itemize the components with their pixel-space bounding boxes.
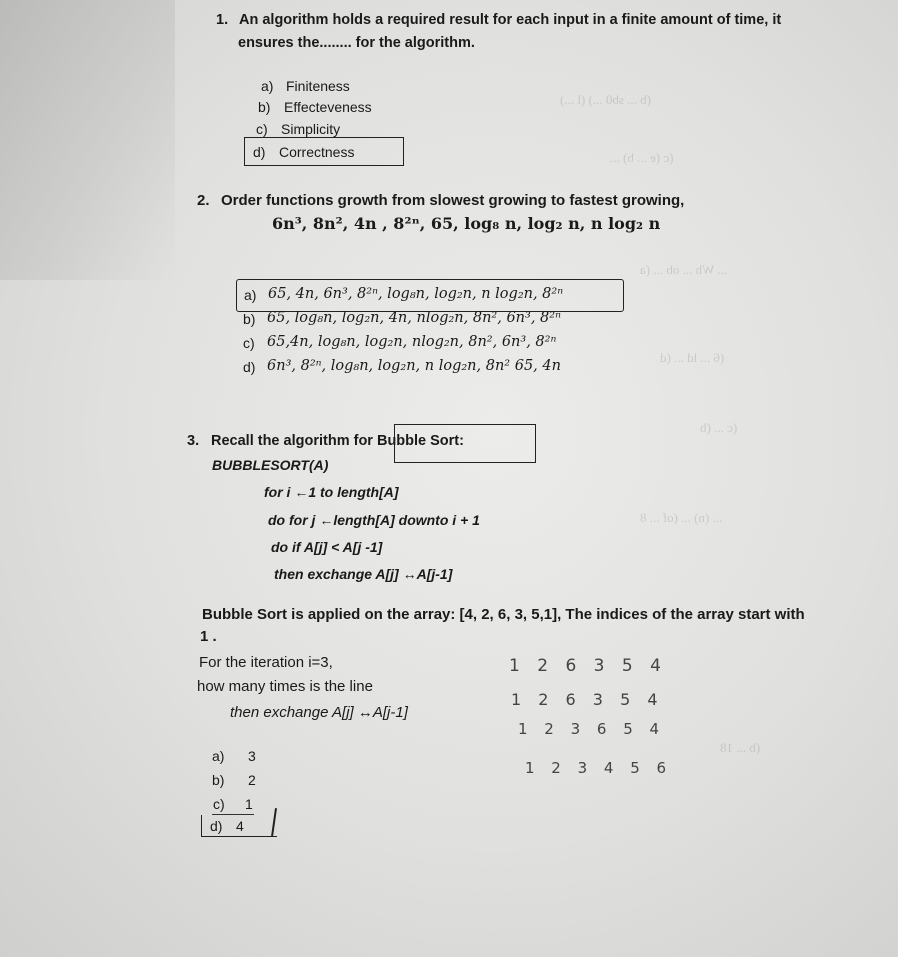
- q3-option-d-text: 4: [236, 818, 244, 834]
- q3-option-b-text: 2: [248, 772, 256, 788]
- q1-option-d-text: Correctness: [279, 144, 355, 160]
- handwritten-row-4: 1 2 3 4 5 6: [525, 759, 673, 777]
- q3-iteration-line3: then exchange A[j] ↔A[j-1]: [230, 704, 408, 721]
- q3-applied-line2: 1 .: [200, 628, 217, 645]
- q1-option-a-letter: a): [261, 78, 274, 94]
- q3-algo-line-2: do for j ←length[A] downto i + 1: [268, 512, 480, 528]
- q2-option-b-text: 65, log₈n, log₂n, 4n, nlog₂n, 8n², 6n³, 8²ⁿ: [267, 310, 561, 326]
- q3-option-a-letter: a): [212, 748, 225, 764]
- q2-option-c-text: 65,4n, log₈n, log₂n, nlog₂n, 8n², 6n³, 8²ⁿ: [267, 334, 557, 350]
- q3-applied-line1: Bubble Sort is applied on the array: [4, 2, 6, 3, 5,1], The indices of the array start with: [202, 606, 805, 623]
- q3-algo-line-3: do if A[j] < A[j -1]: [271, 539, 383, 555]
- q1-option-c-letter: c): [256, 121, 268, 137]
- q3-option-d-letter: d): [210, 818, 223, 834]
- q3-algo-name: BUBBLESORT(A): [212, 457, 329, 473]
- q2-option-a-text: 65, 4n, 6n³, 8²ⁿ, log₈n, log₂n, n log₂n, 8²ⁿ: [268, 286, 564, 302]
- q2-question: Order functions growth from slowest growing to fastest growing,: [221, 192, 685, 209]
- q1-option-b-text: Effecteveness: [284, 99, 372, 115]
- q3-question: Recall the algorithm for Bubble Sort:: [211, 433, 464, 449]
- q3-algo-line-1: for i ←1 to length[A]: [264, 484, 399, 500]
- q3-option-b-letter: b): [212, 772, 225, 788]
- q3-iteration-line2: how many times is the line: [197, 678, 373, 695]
- q3-algo-line-4: then exchange A[j] ↔A[j-1]: [274, 566, 453, 582]
- q3-number: 3.: [187, 433, 200, 449]
- q1-option-d-letter: d): [253, 144, 266, 160]
- page-shadow: [0, 0, 175, 280]
- q1-number: 1.: [216, 12, 229, 28]
- q2-option-d-letter: d): [243, 359, 256, 375]
- handwritten-row-3: 1 2 3 6 5 4: [518, 720, 666, 738]
- exam-page: (b ... sb0 ...) (l ...) (c (e ... b) ... ... Wh ... ob ... (a (6 ... ld ... (d (c ... (b ... (n) ... (of ... 8 (b ... 18 1. An algorithm holds a required result for each input in a finite amount of time, it ensures the........ for the algorithm. a) Finiteness b) Effecteveness c) Simplicity d) Correctness 2. Order functions growth from slowest growing to fastest growing, 6n³, 8n², 4n , 8²ⁿ, 65, log₈ n, log₂ n, n log₂ n a) 65, 4n, 6n³, 8²ⁿ, log₈n, log₂n, n log₂n, 8²ⁿ b) 65, log₈n, log₂n, 4n, nlog₂n, 8n², 6n³, 8²ⁿ c) 65,4n, log₈n, log₂n, nlog₂n, 8n², 6n³, 8²ⁿ d) 6n³, 8²ⁿ, log₈n, log₂n, n log₂n, 8n² 65, 4n 3. Recall the algorithm for Bubble Sort: BUBBLESORT(A) for i ←1 to length[A] do for j ←length[A] downto i + 1 do if A[j] < A[j -1] then exchange A[j] ↔A[j-1] Bubble Sort is applied on the array: [4, 2, 6, 3, 5,1], The indices of the array start with 1 . For the iteration i=3, how many times is the line then exchange A[j] ↔A[j-1] a) 3 b) 2 c) 1 d) 4 1 2 6 3 5 4 1 2 6 3 5 4 1 2 3 6 5 4 1 2 3 4 5 6: [0, 0, 898, 957]
- q1-option-a-text: Finiteness: [286, 78, 350, 94]
- q2-option-c-letter: c): [243, 335, 255, 351]
- q3-option-c-letter: c): [213, 796, 225, 812]
- q1-question-line1: An algorithm holds a required result for each input in a finite amount of time, it: [239, 12, 782, 28]
- q3-iteration-line1: For the iteration i=3,: [199, 654, 333, 671]
- q2-option-a-letter: a): [244, 287, 257, 303]
- q1-option-c-text: Simplicity: [281, 121, 341, 137]
- q2-option-b-letter: b): [243, 311, 256, 327]
- handwritten-row-2: 1 2 6 3 5 4: [511, 690, 664, 709]
- q3-option-c-text: 1: [245, 796, 253, 812]
- q3-option-a-text: 3: [248, 748, 256, 764]
- handwritten-row-1: 1 2 6 3 5 4: [509, 656, 667, 676]
- q2-functions-list: 6n³, 8n², 4n , 8²ⁿ, 65, log₈ n, log₂ n, n log₂ n: [272, 214, 661, 233]
- q1-option-b-letter: b): [258, 99, 271, 115]
- q2-number: 2.: [197, 192, 210, 209]
- q1-question-line2: ensures the........ for the algorithm.: [238, 35, 475, 51]
- q2-option-d-text: 6n³, 8²ⁿ, log₈n, log₂n, n log₂n, 8n² 65, 4n: [267, 358, 561, 374]
